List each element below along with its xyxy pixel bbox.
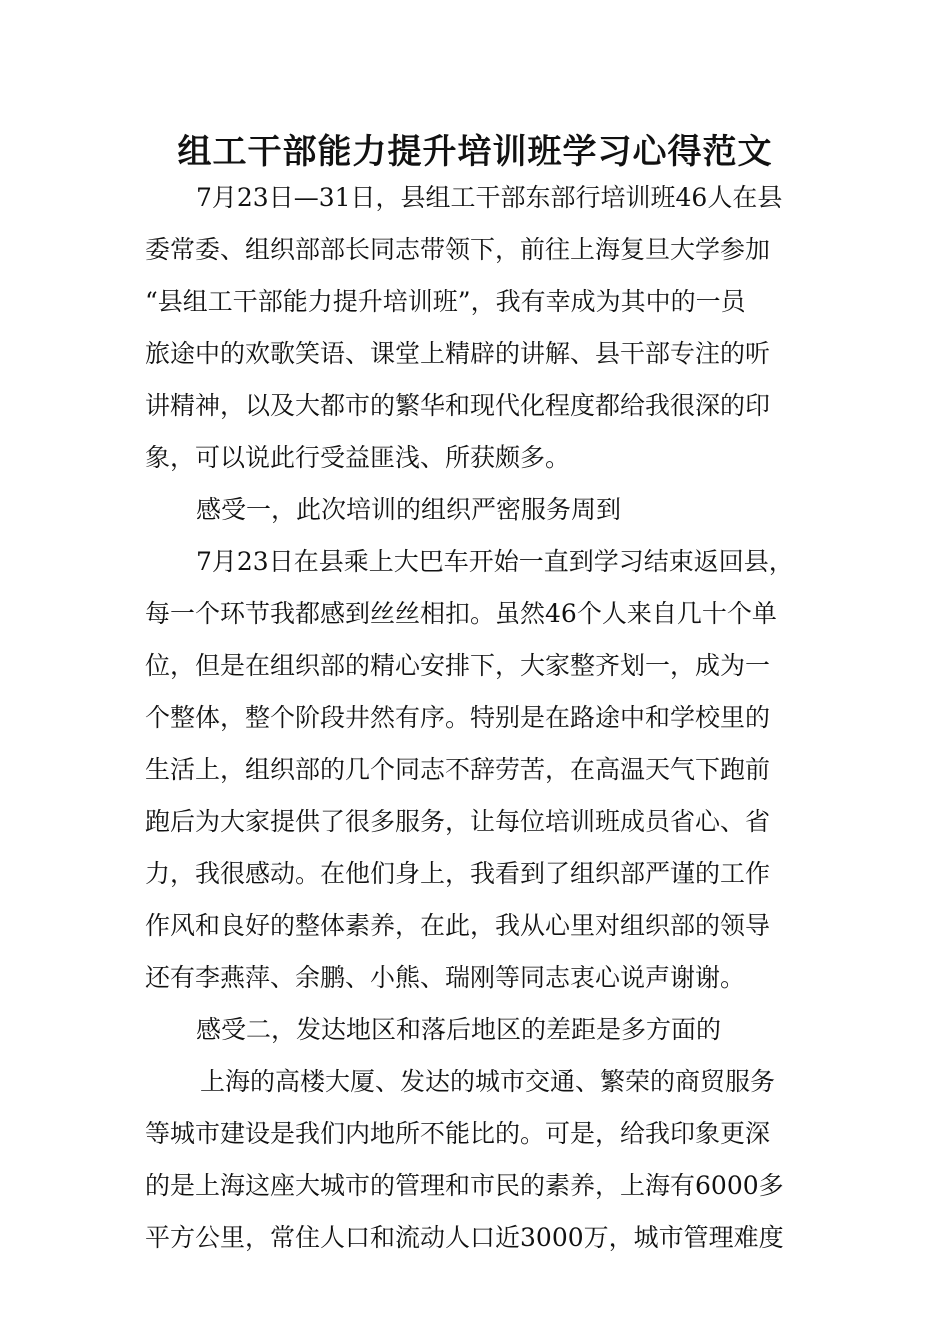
text-line: 个整体，整个阶段井然有序。特别是在路途中和学校里的: [145, 703, 771, 732]
text-line: 跑后为大家提供了很多服务，让每位培训班成员省心、省: [145, 807, 771, 836]
text-line: 力，我很感动。在他们身上，我看到了组织部严谨的工作: [145, 859, 771, 888]
text-line: 象，可以说此行受益匪浅、所获颇多。: [145, 443, 571, 472]
text-line: 每一个环节我都感到丝丝相扣。虽然46个人来自几十个单: [145, 599, 777, 628]
text-line: 讲精神，以及大都市的繁华和现代化程度都给我很深的印: [145, 391, 771, 420]
text-line: 平方公里，常住人口和流动人口近3000万，城市管理难度: [145, 1223, 784, 1252]
text-line: 委常委、组织部部长同志带领下，前往上海复旦大学参加: [145, 235, 771, 264]
text-line: 等城市建设是我们内地所不能比的。可是，给我印象更深: [145, 1119, 771, 1148]
text-line: 7月23日在县乘上大巴车开始一直到学习结束返回县，: [196, 547, 794, 576]
text-line: 作风和良好的整体素养，在此，我从心里对组织部的领导: [145, 911, 771, 940]
section-heading: 感受二，发达地区和落后地区的差距是多方面的: [196, 1015, 722, 1044]
text-line: 旅途中的欢歌笑语、课堂上精辟的讲解、县干部专注的听: [145, 339, 771, 368]
text-line: 上海的高楼大厦、发达的城市交通、繁荣的商贸服务: [200, 1067, 776, 1096]
section-heading: 感受一，此次培训的组织严密服务周到: [196, 495, 622, 524]
text-line: 7月23日—31日，县组工干部东部行培训班46人在县: [196, 183, 783, 212]
document-title: 组工干部能力提升培训班学习心得范文: [177, 132, 773, 172]
text-line: 位，但是在组织部的精心安排下，大家整齐划一，成为一: [145, 651, 771, 680]
text-line: 生活上，组织部的几个同志不辞劳苦，在高温天气下跑前: [145, 755, 771, 784]
text-line: 还有李燕萍、余鹏、小熊、瑞刚等同志衷心说声谢谢。: [145, 963, 746, 992]
text-line: 的是上海这座大城市的管理和市民的素养，上海有6000多: [145, 1171, 784, 1200]
text-line: “县组工干部能力提升培训班”，我有幸成为其中的一员: [145, 287, 746, 316]
